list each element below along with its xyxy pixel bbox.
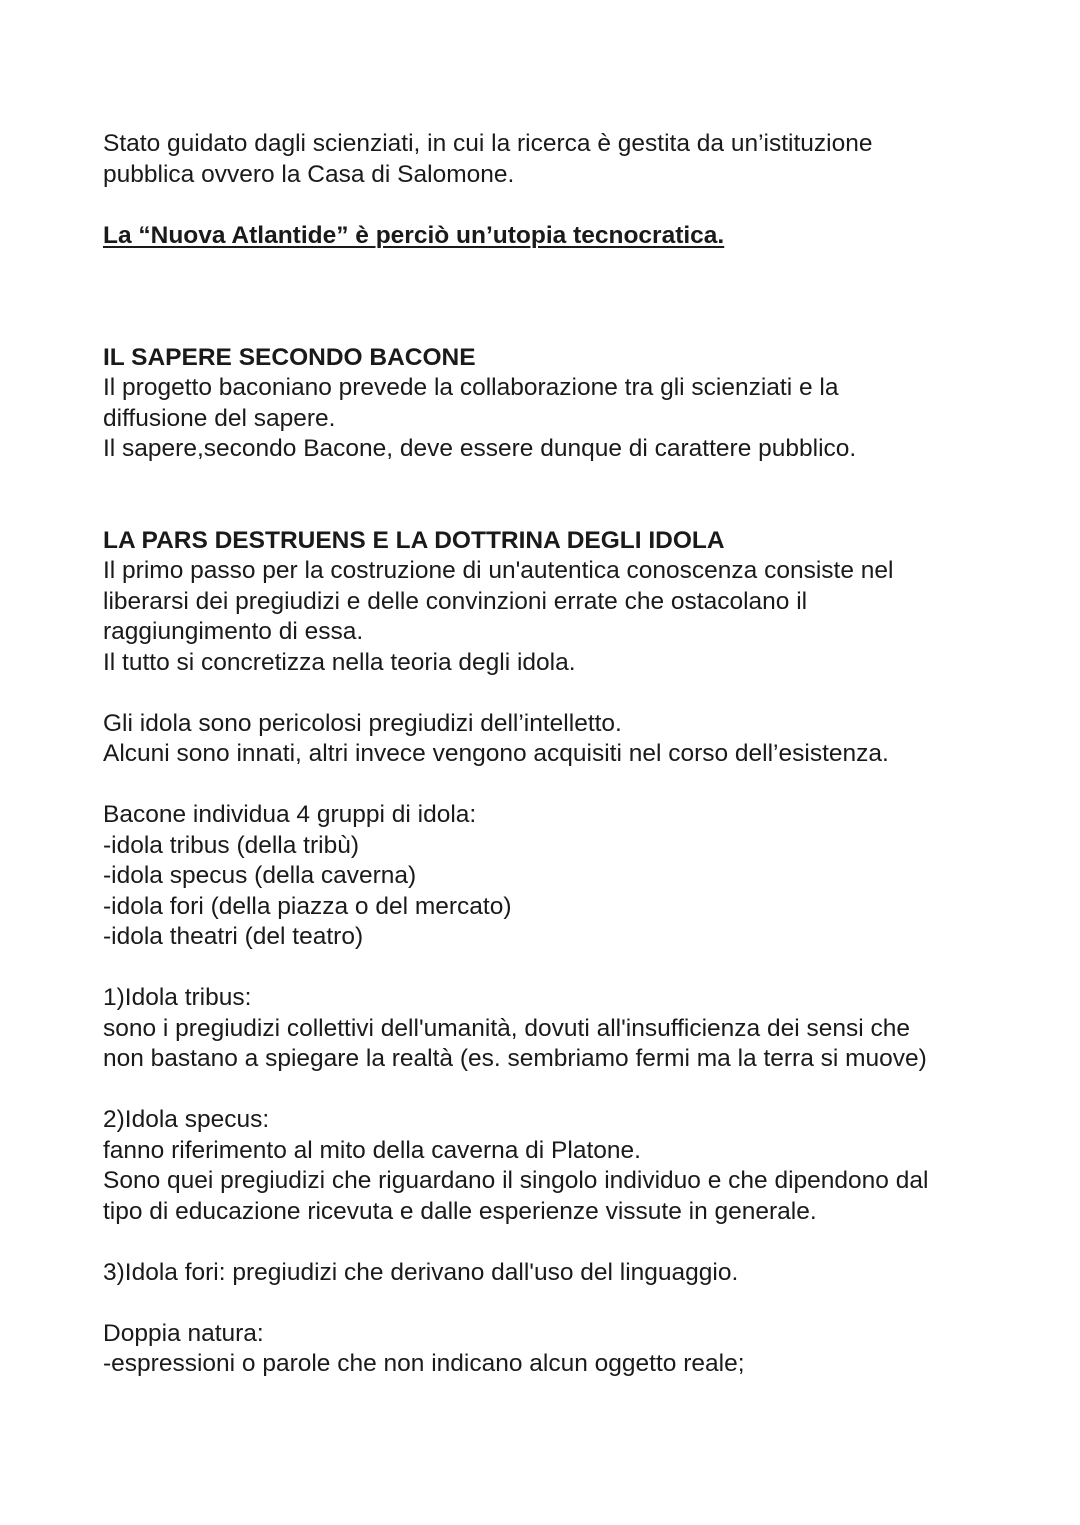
- doppia-natura: [103, 1319, 1003, 1380]
- spacer: [103, 190, 1003, 221]
- section-title: IL SAPERE SECONDO BACONE: [103, 343, 476, 371]
- text-line: non bastano a spiegare la realtà (es. sembriamo fermi ma la terra si muove): [103, 1045, 927, 1072]
- groups-list: [103, 831, 1003, 953]
- text-line: -espressioni o parole che non indicano alcun oggetto reale;: [103, 1350, 745, 1377]
- section-sapere: [103, 343, 1003, 465]
- idola-fori: 3)Idola fori: pregiudizi che derivano dall'uso del linguaggio.: [103, 1258, 739, 1286]
- spacer: [103, 678, 1003, 709]
- spacer: [103, 770, 1003, 801]
- conclusion-statement: La “Nuova Atlantide” è perciò un’utopia tecnocratica.: [103, 221, 725, 249]
- list-item: -idola theatri (del teatro): [103, 923, 364, 950]
- list-item: -idola fori (della piazza o del mercato): [103, 892, 512, 920]
- text-line: tipo di educazione ricevuta e dalle esperienze vissute in generale.: [103, 1197, 817, 1225]
- text-line: Alcuni sono innati, altri invece vengono acquisiti nel corso dell’esistenza.: [103, 740, 889, 767]
- list-item: -idola specus (della caverna): [103, 862, 417, 889]
- spacer: [103, 465, 1003, 526]
- text-line: raggiungimento di essa.: [103, 618, 364, 645]
- document-page: [103, 129, 1003, 1380]
- text-line: pubblica ovvero la Casa di Salomone.: [103, 160, 515, 188]
- idola-tribus: [103, 983, 1003, 1075]
- text-line: sono i pregiudizi collettivi dell'umanità, dovuti all'insufficienza dei sensi che: [103, 1014, 910, 1042]
- spacer: [103, 953, 1003, 984]
- text-line: liberarsi dei pregiudizi e delle convinzioni errate che ostacolano il: [103, 587, 808, 615]
- text-line: Il tutto si concretizza nella teoria degli idola.: [103, 648, 576, 676]
- list-item: -idola tribus (della tribù): [103, 831, 359, 859]
- text-line: Stato guidato dagli scienziati, in cui la ricerca è gestita da un’istituzione: [103, 130, 873, 157]
- spacer: [103, 251, 1003, 312]
- subsection-title: Doppia natura:: [103, 1319, 264, 1347]
- spacer: [103, 1288, 1003, 1319]
- spacer: [103, 312, 1003, 343]
- subsection-title: 1)Idola tribus:: [103, 984, 252, 1011]
- text-line: Gli idola sono pericolosi pregiudizi dell’intelletto.: [103, 709, 622, 737]
- text-line: diffusione del sapere.: [103, 404, 336, 432]
- groups-intro: Bacone individua 4 gruppi di idola:: [103, 801, 477, 828]
- section-idola: [103, 526, 1003, 1380]
- idola-specus: [103, 1105, 1003, 1227]
- text-line: Il progetto baconiano prevede la collaborazione tra gli scienziati e la: [103, 374, 839, 401]
- text-line: Sono quei pregiudizi che riguardano il singolo individuo e che dipendono dal: [103, 1167, 929, 1194]
- spacer: [103, 1075, 1003, 1106]
- text-line: Il sapere,secondo Bacone, deve essere dunque di carattere pubblico.: [103, 435, 857, 462]
- text-line: fanno riferimento al mito della caverna di Platone.: [103, 1136, 641, 1164]
- subsection-title: 2)Idola specus:: [103, 1106, 270, 1133]
- text-line: Il primo passo per la costruzione di un'autentica conoscenza consiste nel: [103, 557, 894, 584]
- spacer: [103, 1227, 1003, 1258]
- intro-paragraph: [103, 129, 1003, 190]
- section-title: LA PARS DESTRUENS E LA DOTTRINA DEGLI IDOLA: [103, 526, 725, 554]
